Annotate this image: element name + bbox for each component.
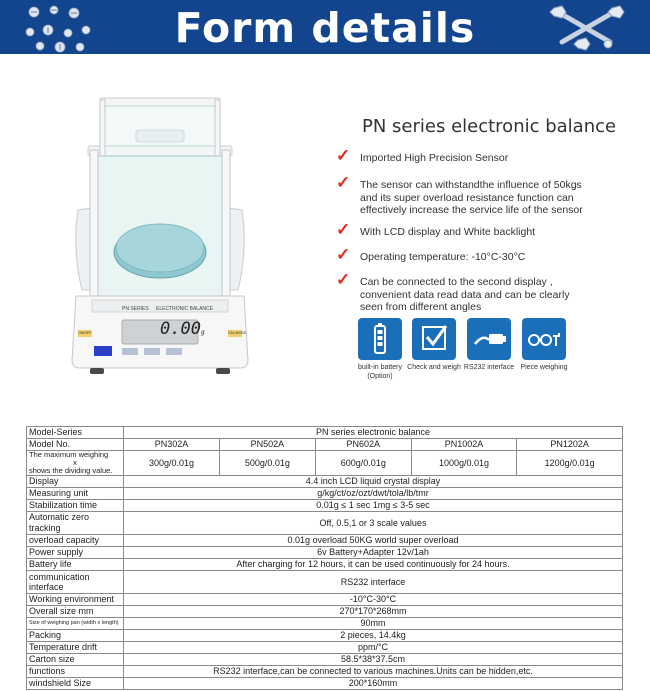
table-row bbox=[27, 476, 623, 488]
page-title: Form details bbox=[174, 4, 476, 52]
battery-icon bbox=[358, 318, 402, 360]
row-label: functions bbox=[27, 666, 124, 678]
checkbox-icon bbox=[412, 318, 456, 360]
table-row bbox=[27, 512, 623, 535]
row-label: Working environment bbox=[27, 594, 124, 606]
row-value: -10°C-30°C bbox=[124, 594, 623, 606]
row-label: Packing bbox=[27, 630, 124, 642]
row-label-line: The maximum weighing bbox=[29, 450, 109, 459]
model-cell: PN502A bbox=[219, 439, 315, 451]
table-row bbox=[27, 594, 623, 606]
spec-table bbox=[26, 426, 623, 690]
checkmark-icon: ✓ bbox=[336, 270, 351, 289]
row-value: 90mm bbox=[124, 618, 623, 630]
row-label: Measuring unit bbox=[27, 488, 124, 500]
row-label: communication interface bbox=[27, 571, 124, 594]
icon-label: Check and weigh bbox=[407, 364, 461, 371]
capacity-cell: 600g/0.01g bbox=[315, 451, 411, 476]
feature-text: Operating temperature: -10°C-30°C bbox=[360, 251, 526, 263]
table-row bbox=[27, 547, 623, 559]
model-cell: PN1002A bbox=[411, 439, 517, 451]
checkmark-icon: ✓ bbox=[336, 173, 351, 192]
row-value: RS232 interface bbox=[124, 571, 623, 594]
capacity-cell: 1200g/0.01g bbox=[517, 451, 623, 476]
icon-label: built-in battery (Option) bbox=[358, 364, 402, 380]
row-label-line: x bbox=[73, 458, 77, 467]
lcd-value: 0.00 bbox=[160, 319, 201, 339]
capacity-cell: 500g/0.01g bbox=[219, 451, 315, 476]
spec-rows bbox=[27, 476, 623, 690]
table-row bbox=[27, 642, 623, 654]
type-label: ELECTRONIC BALANCE bbox=[156, 306, 213, 312]
left-badge: ON/OFF bbox=[78, 331, 92, 335]
table-row bbox=[27, 618, 623, 630]
table-row bbox=[27, 500, 623, 512]
table-row bbox=[27, 678, 623, 690]
row-value: Off, 0.5,1 or 3 scale values bbox=[124, 512, 623, 535]
right-badge: CAL/MODE bbox=[228, 331, 247, 335]
rs232-plug-icon bbox=[467, 318, 511, 360]
table-row bbox=[27, 488, 623, 500]
weights-icon bbox=[522, 318, 566, 360]
row-label bbox=[27, 451, 124, 476]
row-value: 200*160mm bbox=[124, 678, 623, 690]
balance-product-image bbox=[70, 90, 250, 380]
row-label: Temperature drift bbox=[27, 642, 124, 654]
table-row bbox=[27, 427, 623, 439]
row-label: Battery life bbox=[27, 559, 124, 571]
row-label: Stabilization time bbox=[27, 500, 124, 512]
bolts-decoration-icon bbox=[548, 0, 628, 54]
table-row bbox=[27, 535, 623, 547]
features-title: PN series electronic balance bbox=[362, 116, 617, 137]
table-row bbox=[27, 654, 623, 666]
row-label-line: shows the dividing value. bbox=[29, 466, 113, 475]
icon-label: RS232 interface bbox=[463, 364, 515, 371]
row-label: Power supply bbox=[27, 547, 124, 559]
row-value: 0.01g ≤ 1 sec 1mg ≤ 3-5 sec bbox=[124, 500, 623, 512]
feature-text: With LCD display and White backlight bbox=[360, 226, 536, 238]
checkmark-icon: ✓ bbox=[336, 220, 351, 239]
row-value: 58.5*38*37.5cm bbox=[124, 654, 623, 666]
row-label: Overall size mm bbox=[27, 606, 124, 618]
row-label: Carton size bbox=[27, 654, 124, 666]
model-cell: PN1202A bbox=[517, 439, 623, 451]
lcd-unit: g bbox=[200, 329, 205, 336]
table-row bbox=[27, 571, 623, 594]
table-row bbox=[27, 559, 623, 571]
table-row bbox=[27, 439, 623, 451]
row-value: g/kg/ct/oz/ozt/dwt/tola/lb/tmr bbox=[124, 488, 623, 500]
checkmark-icon: ✓ bbox=[336, 146, 351, 165]
row-label: Display bbox=[27, 476, 124, 488]
table-row bbox=[27, 606, 623, 618]
header-banner bbox=[0, 0, 650, 54]
brand-label: PN SERIES bbox=[122, 306, 149, 312]
model-cell: PN602A bbox=[315, 439, 411, 451]
feature-text: Can be connected to the second display , convenient data read data and can be clearly seen from different angles bbox=[360, 276, 570, 313]
row-label: Automatic zero tracking bbox=[27, 512, 124, 535]
lcd-reading bbox=[160, 319, 205, 339]
row-value: RS232 interface,can be connected to various machines.Units can be hidden,etc. bbox=[124, 666, 623, 678]
table-row bbox=[27, 666, 623, 678]
row-value: After charging for 12 hours, it can be used continuously for 24 hours. bbox=[124, 559, 623, 571]
row-value: 270*170*268mm bbox=[124, 606, 623, 618]
table-row bbox=[27, 451, 623, 476]
row-value: 6v Battery+Adapter 12v/1ah bbox=[124, 547, 623, 559]
row-label: Model No. bbox=[27, 439, 124, 451]
table-row bbox=[27, 630, 623, 642]
capacity-cell: 300g/0.01g bbox=[124, 451, 220, 476]
feature-text: The sensor can withstandthe influence of 50kgs and its super overload resistance function can effectively increase the service life of the sensor bbox=[360, 179, 583, 216]
checkmark-icon: ✓ bbox=[336, 245, 351, 264]
row-label: windshield Size bbox=[27, 678, 124, 690]
row-value: 4.4 inch LCD liquid crystal display bbox=[124, 476, 623, 488]
row-value: 2 pieces, 14.4kg bbox=[124, 630, 623, 642]
feature-text: Imported High Precision Sensor bbox=[360, 152, 509, 164]
row-value: PN series electronic balance bbox=[124, 427, 623, 439]
icon-label: Piece weighing bbox=[520, 364, 568, 371]
row-value: ppm/°C bbox=[124, 642, 623, 654]
model-cell: PN302A bbox=[124, 439, 220, 451]
row-label: Model-Series bbox=[27, 427, 124, 439]
row-value: 0.01g overload 50KG world super overload bbox=[124, 535, 623, 547]
row-label: Size of weighing pan (width x length) bbox=[27, 618, 124, 630]
row-label: overload capacity bbox=[27, 535, 124, 547]
capacity-cell: 1000g/0.01g bbox=[411, 451, 517, 476]
